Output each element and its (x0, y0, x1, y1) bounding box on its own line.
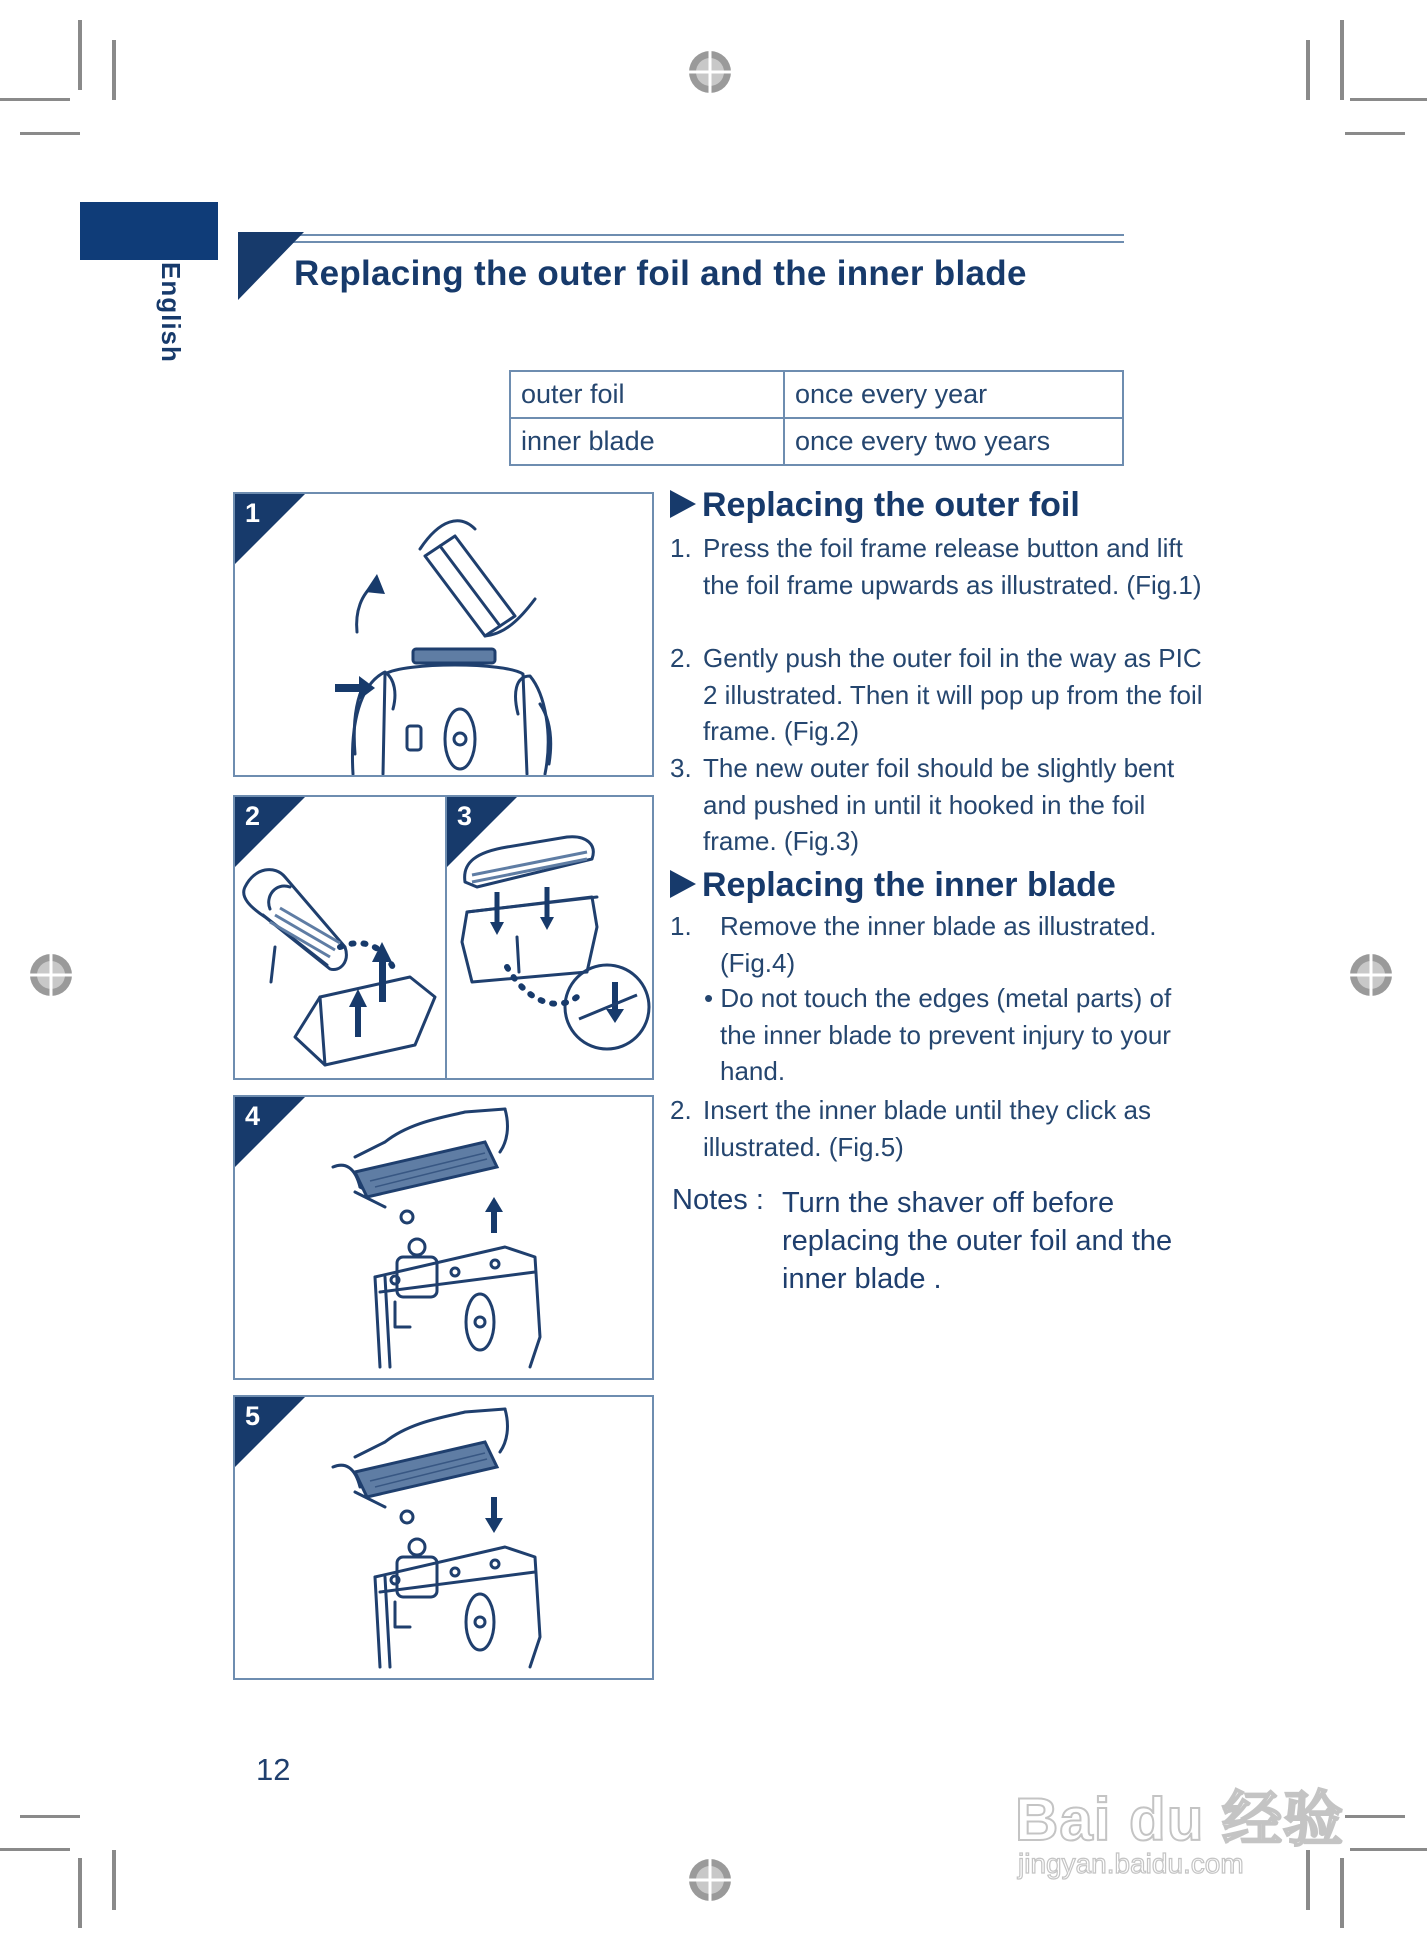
registration-mark-icon (687, 1857, 733, 1903)
outer-foil-heading-text: Replacing the outer foil (702, 486, 1080, 524)
crop-mark (1345, 132, 1405, 135)
language-tab (80, 202, 218, 260)
figure-2 (233, 795, 448, 1080)
page-number: 12 (256, 1752, 291, 1787)
figure-number: 5 (245, 1401, 261, 1431)
figure-number: 1 (245, 498, 261, 528)
watermark-logo: Bai du 经验 (1015, 1786, 1345, 1853)
crop-mark (1350, 1848, 1427, 1851)
registration-mark-icon (1348, 952, 1394, 998)
inner-blade-heading (670, 866, 1116, 905)
step-text: Press the foil frame release button and lift the foil frame upwards as illustrated. (Fig.1) (703, 533, 1202, 600)
notes-text: Turn the shaver off before replacing the outer foil and the inner blade . (782, 1187, 1173, 1295)
table-cell: once every two years (784, 418, 1123, 465)
step-text: Insert the inner blade until they click as illustrated. (Fig.5) (703, 1095, 1152, 1162)
registration-mark-icon (687, 49, 733, 95)
crop-mark (78, 20, 82, 90)
step-number: 2. (670, 643, 692, 673)
table-cell: once every year (784, 371, 1123, 418)
crop-mark (1306, 40, 1310, 100)
step-number: 3. (670, 753, 692, 783)
figure-5 (233, 1395, 654, 1680)
table-cell: inner blade (510, 418, 784, 465)
play-arrow-icon (670, 870, 696, 898)
crop-mark (1345, 1815, 1405, 1818)
outer-foil-heading (670, 486, 1080, 525)
crop-mark (112, 40, 116, 100)
registration-mark-icon (28, 952, 74, 998)
crop-mark (1340, 20, 1344, 100)
title-rule (240, 232, 1124, 246)
figure-1 (233, 492, 654, 777)
step-number: 1. (670, 533, 692, 563)
crop-mark (20, 132, 80, 135)
figure-number: 3 (457, 801, 473, 831)
replacement-schedule-table (509, 370, 1124, 466)
watermark-url: jingyan.baidu.com (1018, 1848, 1244, 1879)
crop-mark (1340, 1858, 1344, 1928)
figure-number: 4 (245, 1101, 261, 1131)
language-label: English (156, 262, 186, 363)
crop-mark (1306, 1850, 1310, 1910)
crop-mark (78, 1858, 82, 1928)
crop-mark (1350, 98, 1427, 101)
table-cell: outer foil (510, 371, 784, 418)
inner-blade-heading-text: Replacing the inner blade (702, 866, 1116, 904)
step-number: 1. (670, 911, 692, 941)
crop-mark (112, 1850, 116, 1910)
figure-3 (445, 795, 654, 1080)
crop-mark (0, 98, 70, 101)
crop-mark (0, 1848, 70, 1851)
step-text: Remove the inner blade as illustrated. (Fig.4) (720, 911, 1157, 978)
step-text: Gently push the outer foil in the way as PIC 2 illustrated. Then it will pop up from the foil frame. (Fig.2) (703, 643, 1203, 746)
figure-4 (233, 1095, 654, 1380)
step-number: 2. (670, 1095, 692, 1125)
page-title: Replacing the outer foil and the inner blade (294, 254, 1027, 293)
table-row (510, 371, 1123, 418)
step-text: The new outer foil should be slightly bent and pushed in until it hooked in the foil frame. (Fig.3) (703, 753, 1175, 856)
warning-text: • Do not touch the edges (metal parts) of the inner blade to prevent injury to your hand. (704, 983, 1172, 1086)
crop-mark (20, 1815, 80, 1818)
figure-number: 2 (245, 801, 261, 831)
play-arrow-icon (670, 490, 696, 518)
notes-label: Notes : (672, 1184, 764, 1216)
table-row (510, 418, 1123, 465)
